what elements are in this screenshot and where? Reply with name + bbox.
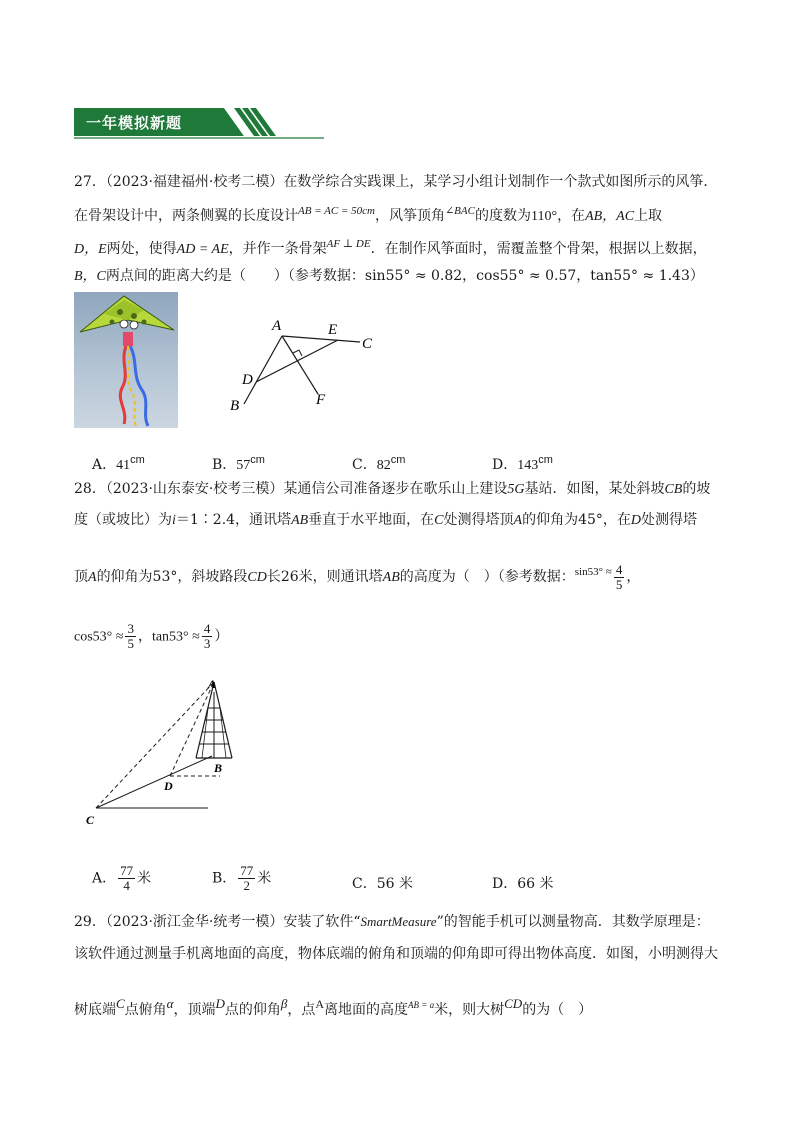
- q28-line-4: cos53° ≈ $\frac{3}{5}$ ，tan53° ≈ $\frac{4}{3}$ ）: [74, 621, 229, 651]
- fig28-label-A: A: [208, 677, 217, 691]
- q27-line-1: 27．（2023·福建福州·校考二模）在数学综合实践课上，某学习小组计划制作一个款式如图所示的风筝．: [74, 174, 718, 190]
- q27-line-4: B，C两点间的距离大约是（ ）（参考数据：sin55° ≈ 0.82，cos55° ≈ 0.57，tan55° ≈ 1.43）: [74, 268, 704, 284]
- sin53-fraction: $\frac{4}{5}$: [615, 561, 623, 592]
- fig27-label-F: F: [316, 392, 326, 408]
- kite-photo: [74, 292, 178, 428]
- q27-line-3: D，E两处，使得AD = AE，并作一条骨架$^{AF \perp DE}$．在制作风筝面时，需覆盖整个骨架，根据以上数据，: [74, 238, 707, 257]
- fig27-label-B: B: [230, 398, 240, 414]
- q27-option-c[interactable]: C．$82^{cm}$: [352, 454, 406, 473]
- q29-line-2: 该软件通过测量手机离地面的高度，物体底端的俯角和顶端的仰角即可得出物体高度．如图，小明测得大: [74, 946, 718, 962]
- section-title: 一年模拟新题: [86, 114, 183, 132]
- q29-line-1: 29．（2023·浙江金华·统考一模）安装了软件“SmartMeasure”的智能手机可以测量物高．其数学原理是：: [74, 914, 710, 930]
- q28-line-3: 顶A的仰角为53°，斜坡路段CD长26米，则通讯塔AB的高度为（ ）（参考数据：$^{sin53^\circ \approx}$ $\frac{4}{5}$ ，: [74, 561, 641, 592]
- q27-option-a[interactable]: A．$41^{cm}$: [92, 454, 145, 473]
- fig27-label-D: D: [242, 372, 253, 388]
- q27-line-2: 在骨架设计中，两条侧翼的长度设计$^{AB = AC = 50cm}$，风筝顶角$^{\angle BAC}$的度数为110°，在AB，AC上取: [74, 205, 663, 224]
- q27-option-b[interactable]: B．$57^{cm}$: [212, 454, 265, 473]
- tan53-fraction: $\frac{4}{3}$: [203, 621, 211, 651]
- cos53-fraction: $\frac{3}{5}$: [127, 621, 134, 651]
- q28-option-d[interactable]: D．66 米: [492, 876, 554, 892]
- fig28-label-C: C: [86, 813, 95, 827]
- q28-option-a[interactable]: A． $\frac{77}{4}$ 米: [92, 863, 152, 893]
- q28-option-b[interactable]: B． $\frac{77}{2}$ 米: [212, 863, 272, 893]
- q27-option-d[interactable]: D．$143^{cm}$: [492, 454, 553, 473]
- fig28-label-D: D: [164, 779, 173, 793]
- fig27-label-C: C: [362, 336, 373, 352]
- q27-figure: [226, 312, 406, 412]
- section-banner: [74, 104, 324, 140]
- fig27-label-A: A: [272, 318, 282, 334]
- fig28-label-B: B: [214, 761, 223, 775]
- kite-icon: [74, 292, 178, 428]
- q28-figure: [80, 672, 260, 832]
- q28-line-2: 度（或坡比）为i＝1∶2.4，通讯塔AB垂直于水平地面，在C处测得塔顶A的仰角为45°，在D处测得塔: [74, 512, 698, 528]
- q28-line-1: 28．（2023·山东泰安·校考三模）某通信公司准备逐步在歌乐山上建设5G基站．如图，某处斜坡CB的坡: [74, 481, 711, 497]
- q28-option-c[interactable]: C．56 米: [352, 876, 413, 892]
- q29-line-3: 树底端C点俯角α，顶端D点的仰角β，点A离地面的高度$^{AB = a}$米，则大树CD的为（ ）: [74, 996, 593, 1018]
- fig27-label-E: E: [328, 322, 338, 338]
